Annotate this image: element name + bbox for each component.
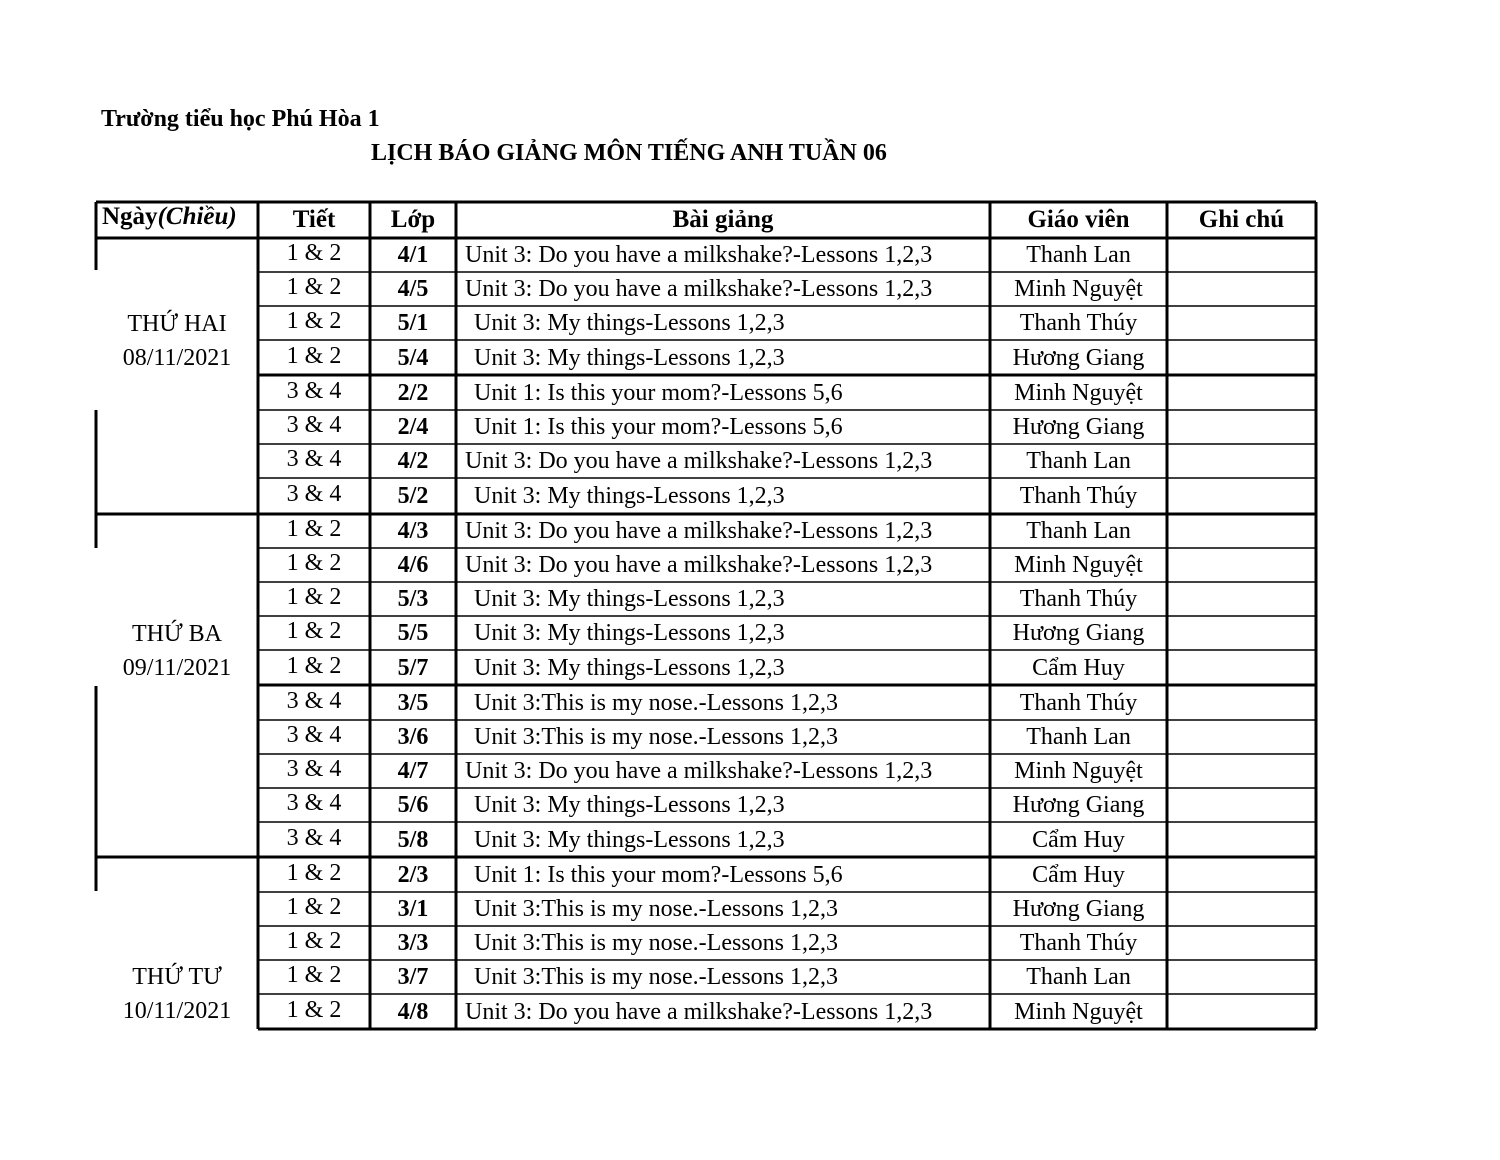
teacher-cell: Minh Nguyệt [1014,552,1143,578]
note-cell [1167,754,1316,788]
school-name: Trường tiểu học Phú Hòa 1 [101,106,380,132]
class-cell: 5/8 [397,826,429,853]
period-cell: 1 & 2 [286,996,342,1023]
lesson-cell: Unit 3: My things-Lessons 1,2,3 [474,310,785,336]
teacher-cell: Thanh Lan [1026,448,1131,474]
class-cell: 4/1 [397,242,429,268]
period-cell: 3 & 4 [286,412,342,438]
teacher-cell: Minh Nguyệt [1014,276,1143,302]
class-cell: 5/3 [397,586,429,612]
teacher-cell: Cẩm Huy [1032,654,1125,681]
day-label [96,617,258,685]
teacher-cell: Hương Giang [1012,792,1145,818]
class-cell: 3/6 [397,724,429,750]
header-day [96,202,264,232]
teacher-cell: Hương Giang [1012,344,1145,371]
teacher-cell: Thanh Thúy [1019,483,1138,509]
lesson-cell: Unit 3: My things-Lessons 1,2,3 [474,792,785,818]
lesson-cell: Unit 3:This is my nose.-Lessons 1,2,3 [474,689,838,716]
day-name: THỨ TƯ [132,964,222,990]
lesson-cell: Unit 1: Is this your mom?-Lessons 5,6 [474,414,843,440]
period-cell: 3 & 4 [286,377,342,404]
note-cell [1167,857,1316,892]
class-cell: 4/5 [397,276,429,302]
note-cell [1167,375,1316,410]
header-period: Tiết [292,206,336,233]
page-title: LỊCH BÁO GIẢNG MÔN TIẾNG ANH TUẦN 06 [371,140,887,166]
lesson-cell: Unit 3: My things-Lessons 1,2,3 [474,654,785,681]
lesson-cell: Unit 3: Do you have a milkshake?-Lessons 1,2,3 [465,552,933,578]
class-cell: 5/6 [397,792,429,818]
class-cell: 3/1 [397,896,429,922]
class-cell: 5/7 [397,654,429,681]
period-cell: 1 & 2 [286,550,342,576]
day-date: 09/11/2021 [122,655,232,681]
period-cell: 1 & 2 [286,962,342,988]
header-teacher: Giáo viên [1027,206,1130,233]
lesson-cell: Unit 3: My things-Lessons 1,2,3 [474,826,785,853]
note-cell [1167,238,1316,272]
teacher-cell: Hương Giang [1012,414,1145,440]
teacher-cell: Hương Giang [1012,620,1145,646]
day-label [96,307,258,375]
day-label [96,960,258,1028]
teacher-cell: Minh Nguyệt [1014,998,1143,1025]
period-cell: 3 & 4 [286,790,342,816]
lesson-cell: Unit 3: Do you have a milkshake?-Lessons 1,2,3 [465,758,933,784]
period-cell: 1 & 2 [286,652,342,679]
note-cell [1167,720,1316,754]
class-cell: 3/7 [397,964,429,990]
header-lesson: Bài giảng [672,206,774,233]
class-cell: 2/4 [397,414,429,440]
lesson-cell: Unit 3: My things-Lessons 1,2,3 [474,620,785,646]
period-cell: 3 & 4 [286,722,342,748]
lesson-cell: Unit 3:This is my nose.-Lessons 1,2,3 [474,964,838,990]
period-cell: 1 & 2 [286,894,342,920]
period-cell: 1 & 2 [286,516,342,542]
note-cell [1167,514,1316,548]
lesson-cell: Unit 3:This is my nose.-Lessons 1,2,3 [474,896,838,922]
teacher-cell: Cẩm Huy [1032,826,1125,853]
header-class: Lớp [390,206,436,233]
day-name: THỨ BA [132,621,222,647]
lesson-cell: Unit 3: Do you have a milkshake?-Lessons 1,2,3 [465,998,933,1025]
class-cell: 5/5 [397,620,429,646]
note-cell [1167,685,1316,720]
note-cell [1167,960,1316,994]
note-cell [1167,410,1316,444]
note-cell [1167,306,1316,340]
class-cell: 3/3 [397,930,429,956]
period-cell: 3 & 4 [286,481,342,507]
lesson-cell: Unit 3: My things-Lessons 1,2,3 [474,586,785,612]
class-cell: 4/3 [397,518,429,544]
note-cell [1167,272,1316,306]
teacher-cell: Minh Nguyệt [1014,758,1143,784]
lesson-cell: Unit 3:This is my nose.-Lessons 1,2,3 [474,724,838,750]
period-cell: 1 & 2 [286,618,342,644]
day-date: 08/11/2021 [122,345,232,371]
teacher-cell: Thanh Thúy [1019,310,1138,336]
teacher-cell: Hương Giang [1012,896,1145,922]
lesson-cell: Unit 3: My things-Lessons 1,2,3 [474,483,785,509]
teacher-cell: Minh Nguyệt [1014,379,1143,406]
teacher-cell: Thanh Lan [1026,964,1131,990]
class-cell: 5/4 [397,344,429,371]
note-cell [1167,582,1316,616]
note-cell [1167,444,1316,478]
period-cell: 1 & 2 [286,584,342,610]
lesson-cell: Unit 3:This is my nose.-Lessons 1,2,3 [474,930,838,956]
note-cell [1167,616,1316,650]
teacher-cell: Thanh Thúy [1019,586,1138,612]
period-cell: 1 & 2 [286,928,342,954]
day-date: 10/11/2021 [122,998,232,1024]
lesson-cell: Unit 3: My things-Lessons 1,2,3 [474,344,785,371]
period-cell: 3 & 4 [286,687,342,714]
lesson-cell: Unit 3: Do you have a milkshake?-Lessons 1,2,3 [465,518,933,544]
teacher-cell: Cẩm Huy [1032,861,1125,888]
teacher-cell: Thanh Lan [1026,724,1131,750]
note-cell [1167,822,1316,857]
header-note: Ghi chú [1198,206,1285,233]
lesson-cell: Unit 3: Do you have a milkshake?-Lessons 1,2,3 [465,276,933,302]
note-cell [1167,926,1316,960]
note-cell [1167,994,1316,1029]
lesson-cell: Unit 1: Is this your mom?-Lessons 5,6 [474,861,843,888]
header-day-note: (Chiều) [157,203,237,230]
period-cell: 3 & 4 [286,756,342,782]
period-cell: 3 & 4 [286,446,342,472]
note-cell [1167,478,1316,514]
teacher-cell: Thanh Thúy [1019,930,1138,956]
period-cell: 1 & 2 [286,308,342,334]
teacher-cell: Thanh Thúy [1019,689,1138,716]
note-cell [1167,892,1316,926]
note-cell [1167,650,1316,685]
header-day-label: Ngày [102,203,158,230]
class-cell: 2/3 [397,861,429,888]
class-cell: 2/2 [397,379,429,406]
lesson-cell: Unit 3: Do you have a milkshake?-Lessons 1,2,3 [465,448,933,474]
period-cell: 1 & 2 [286,240,342,266]
class-cell: 5/2 [397,483,429,509]
period-cell: 3 & 4 [286,824,342,851]
note-cell [1167,548,1316,582]
day-name: THỨ HAI [127,311,227,337]
teacher-cell: Thanh Lan [1026,242,1131,268]
lesson-cell: Unit 3: Do you have a milkshake?-Lessons 1,2,3 [465,242,933,268]
period-cell: 1 & 2 [286,342,342,369]
note-cell [1167,788,1316,822]
class-cell: 3/5 [397,689,429,716]
class-cell: 4/6 [397,552,429,578]
class-cell: 4/8 [397,998,429,1025]
class-cell: 5/1 [397,310,429,336]
class-cell: 4/2 [397,448,429,474]
note-cell [1167,340,1316,375]
class-cell: 4/7 [397,758,429,784]
lesson-cell: Unit 1: Is this your mom?-Lessons 5,6 [474,379,843,406]
period-cell: 1 & 2 [286,859,342,886]
period-cell: 1 & 2 [286,274,342,300]
teacher-cell: Thanh Lan [1026,518,1131,544]
